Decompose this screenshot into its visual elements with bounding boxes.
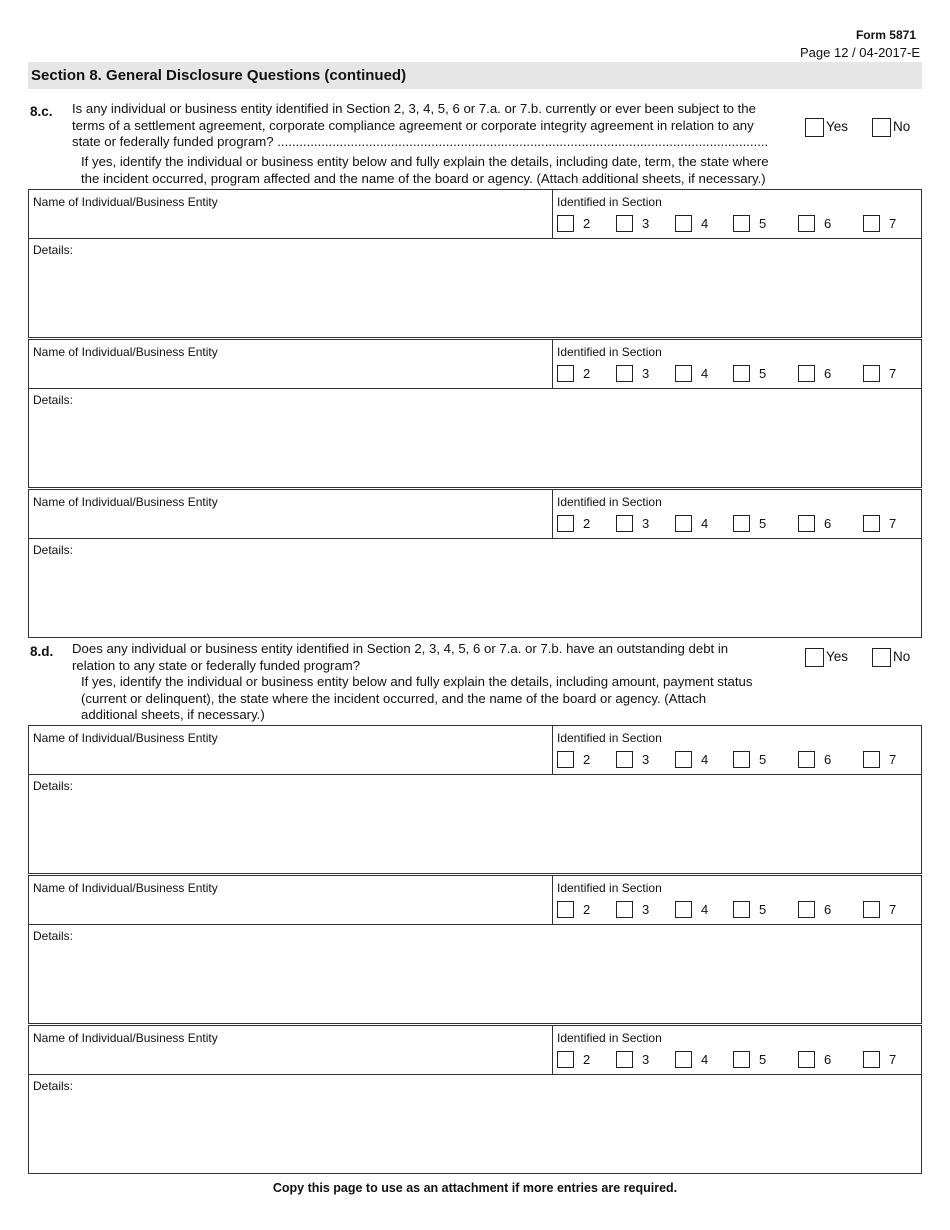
section-title: Section 8. General Disclosure Questions (continued) <box>31 67 407 84</box>
entry-block <box>28 1025 922 1174</box>
section-7-checkbox[interactable]: 7 <box>863 515 896 532</box>
entity-name-label: Name of Individual/Business Entity <box>33 731 218 745</box>
section-6-checkbox[interactable]: 6 <box>798 515 831 532</box>
section-4-checkbox[interactable]: 4 <box>675 215 708 232</box>
details-label: Details: <box>33 243 74 257</box>
no-option[interactable] <box>872 648 910 667</box>
question-line: Does any individual or business entity identified in Section 2, 3, 4, 5, 6 or 7.a. or 7.b. have an outstanding debt in <box>72 641 729 656</box>
entity-name-label: Name of Individual/Business Entity <box>33 495 218 509</box>
section-2-checkbox[interactable]: 2 <box>557 365 590 382</box>
details-field[interactable] <box>29 775 921 873</box>
entry-block <box>28 725 922 874</box>
section-7-checkbox[interactable]: 7 <box>863 901 896 918</box>
details-field[interactable] <box>29 1075 921 1173</box>
section-6-checkbox[interactable]: 6 <box>798 1051 831 1068</box>
instruction-line: If yes, identify the individual or business entity below and fully explain the details, including date, term, the state where <box>81 154 769 169</box>
identified-section-label: Identified in Section <box>557 345 662 359</box>
identified-section-label: Identified in Section <box>557 731 662 745</box>
section-4-checkbox[interactable]: 4 <box>675 365 708 382</box>
question-line: Is any individual or business entity identified in Section 2, 3, 4, 5, 6 or 7.a. or 7.b. currently or ever been subject to the <box>72 101 756 116</box>
section-5-checkbox[interactable]: 5 <box>733 751 766 768</box>
identified-section-label: Identified in Section <box>557 195 662 209</box>
no-label: No <box>893 649 911 665</box>
section-3-checkbox[interactable]: 3 <box>616 215 649 232</box>
section-5-checkbox[interactable]: 5 <box>733 365 766 382</box>
question-8d <box>28 641 922 725</box>
section-6-checkbox[interactable]: 6 <box>798 365 831 382</box>
section-4-checkbox[interactable]: 4 <box>675 901 708 918</box>
identified-section-group <box>553 876 921 924</box>
entity-name-field[interactable] <box>29 876 553 924</box>
footer-note: Copy this page to use as an attachment if more entries are required. <box>272 1181 678 1195</box>
details-label: Details: <box>33 1079 74 1093</box>
section-2-checkbox[interactable]: 2 <box>557 1051 590 1068</box>
identified-section-label: Identified in Section <box>557 1031 662 1045</box>
details-label: Details: <box>33 929 74 943</box>
section-7-checkbox[interactable]: 7 <box>863 751 896 768</box>
section-5-checkbox[interactable]: 5 <box>733 901 766 918</box>
entity-name-field[interactable] <box>29 190 553 238</box>
no-label: No <box>893 119 911 135</box>
question-text <box>72 101 802 151</box>
no-checkbox[interactable] <box>872 648 891 667</box>
entity-name-field[interactable] <box>29 1026 553 1074</box>
question-instructions <box>81 154 851 187</box>
no-option[interactable] <box>872 118 910 137</box>
section-4-checkbox[interactable]: 4 <box>675 515 708 532</box>
yes-label: Yes <box>826 119 849 135</box>
yes-label: Yes <box>826 649 849 665</box>
details-field[interactable] <box>29 239 921 337</box>
no-checkbox[interactable] <box>872 118 891 137</box>
entry-block <box>28 489 922 638</box>
entity-name-label: Name of Individual/Business Entity <box>33 195 218 209</box>
identified-section-group <box>553 490 921 538</box>
question-8c <box>28 101 922 189</box>
question-line: terms of a settlement agreement, corporate compliance agreement or corporate integrity agreement in relation to any <box>72 117 754 133</box>
question-number: 8.c. <box>30 104 53 119</box>
identified-section-label: Identified in Section <box>557 495 662 509</box>
section-5-checkbox[interactable]: 5 <box>733 215 766 232</box>
section-3-checkbox[interactable]: 3 <box>616 1051 649 1068</box>
section-2-checkbox[interactable]: 2 <box>557 751 590 768</box>
section-6-checkbox[interactable]: 6 <box>798 901 831 918</box>
details-label: Details: <box>33 779 74 793</box>
entity-name-field[interactable] <box>29 340 553 388</box>
instruction-line: additional sheets, if necessary.) <box>81 707 265 723</box>
section-4-checkbox[interactable]: 4 <box>675 1051 708 1068</box>
form-number: Form 5871 <box>855 28 916 42</box>
section-header-bar <box>28 62 922 89</box>
question-text <box>72 641 802 674</box>
section-3-checkbox[interactable]: 3 <box>616 751 649 768</box>
section-3-checkbox[interactable]: 3 <box>616 365 649 382</box>
entity-name-label: Name of Individual/Business Entity <box>33 345 218 359</box>
instruction-line: (current or delinquent), the state where the incident occurred, and the name of the board or agency. (Attach <box>81 690 707 706</box>
section-7-checkbox[interactable]: 7 <box>863 1051 896 1068</box>
question-line: state or federally funded program? ...................................................................................................................................... <box>72 134 769 150</box>
identified-section-group <box>553 726 921 774</box>
question-instructions <box>81 674 851 724</box>
details-field[interactable] <box>29 539 921 637</box>
identified-section-group <box>553 190 921 238</box>
page-number: Page 12 / 04-2017-E <box>800 45 920 60</box>
entry-block <box>28 339 922 488</box>
yes-checkbox[interactable] <box>805 648 824 667</box>
entity-name-label: Name of Individual/Business Entity <box>33 1031 218 1045</box>
yes-option[interactable] <box>805 118 848 137</box>
details-label: Details: <box>33 543 74 557</box>
instruction-line: If yes, identify the individual or business entity below and fully explain the details, including amount, payment status <box>81 674 753 689</box>
instruction-line: the incident occurred, program affected and the name of the board or agency. (Attach additional sheets, if necessary.) <box>81 170 766 186</box>
entity-name-label: Name of Individual/Business Entity <box>33 881 218 895</box>
yes-option[interactable] <box>805 648 848 667</box>
identified-section-group <box>553 1026 921 1074</box>
section-6-checkbox[interactable]: 6 <box>798 215 831 232</box>
section-7-checkbox[interactable]: 7 <box>863 365 896 382</box>
entry-block <box>28 875 922 1024</box>
details-field[interactable] <box>29 925 921 1023</box>
entry-block <box>28 189 922 338</box>
details-label: Details: <box>33 393 74 407</box>
section-2-checkbox[interactable]: 2 <box>557 515 590 532</box>
section-5-checkbox[interactable]: 5 <box>733 1051 766 1068</box>
question-line: relation to any state or federally funded program? <box>72 657 361 673</box>
section-7-checkbox[interactable]: 7 <box>863 215 896 232</box>
section-3-checkbox[interactable]: 3 <box>616 901 649 918</box>
section-4-checkbox[interactable]: 4 <box>675 751 708 768</box>
section-6-checkbox[interactable]: 6 <box>798 751 831 768</box>
section-3-checkbox[interactable]: 3 <box>616 515 649 532</box>
entity-name-field[interactable] <box>29 490 553 538</box>
identified-section-group <box>553 340 921 388</box>
section-5-checkbox[interactable]: 5 <box>733 515 766 532</box>
identified-section-label: Identified in Section <box>557 881 662 895</box>
section-2-checkbox[interactable]: 2 <box>557 215 590 232</box>
entity-name-field[interactable] <box>29 726 553 774</box>
yes-checkbox[interactable] <box>805 118 824 137</box>
question-number: 8.d. <box>30 644 54 659</box>
section-2-checkbox[interactable]: 2 <box>557 901 590 918</box>
details-field[interactable] <box>29 389 921 487</box>
